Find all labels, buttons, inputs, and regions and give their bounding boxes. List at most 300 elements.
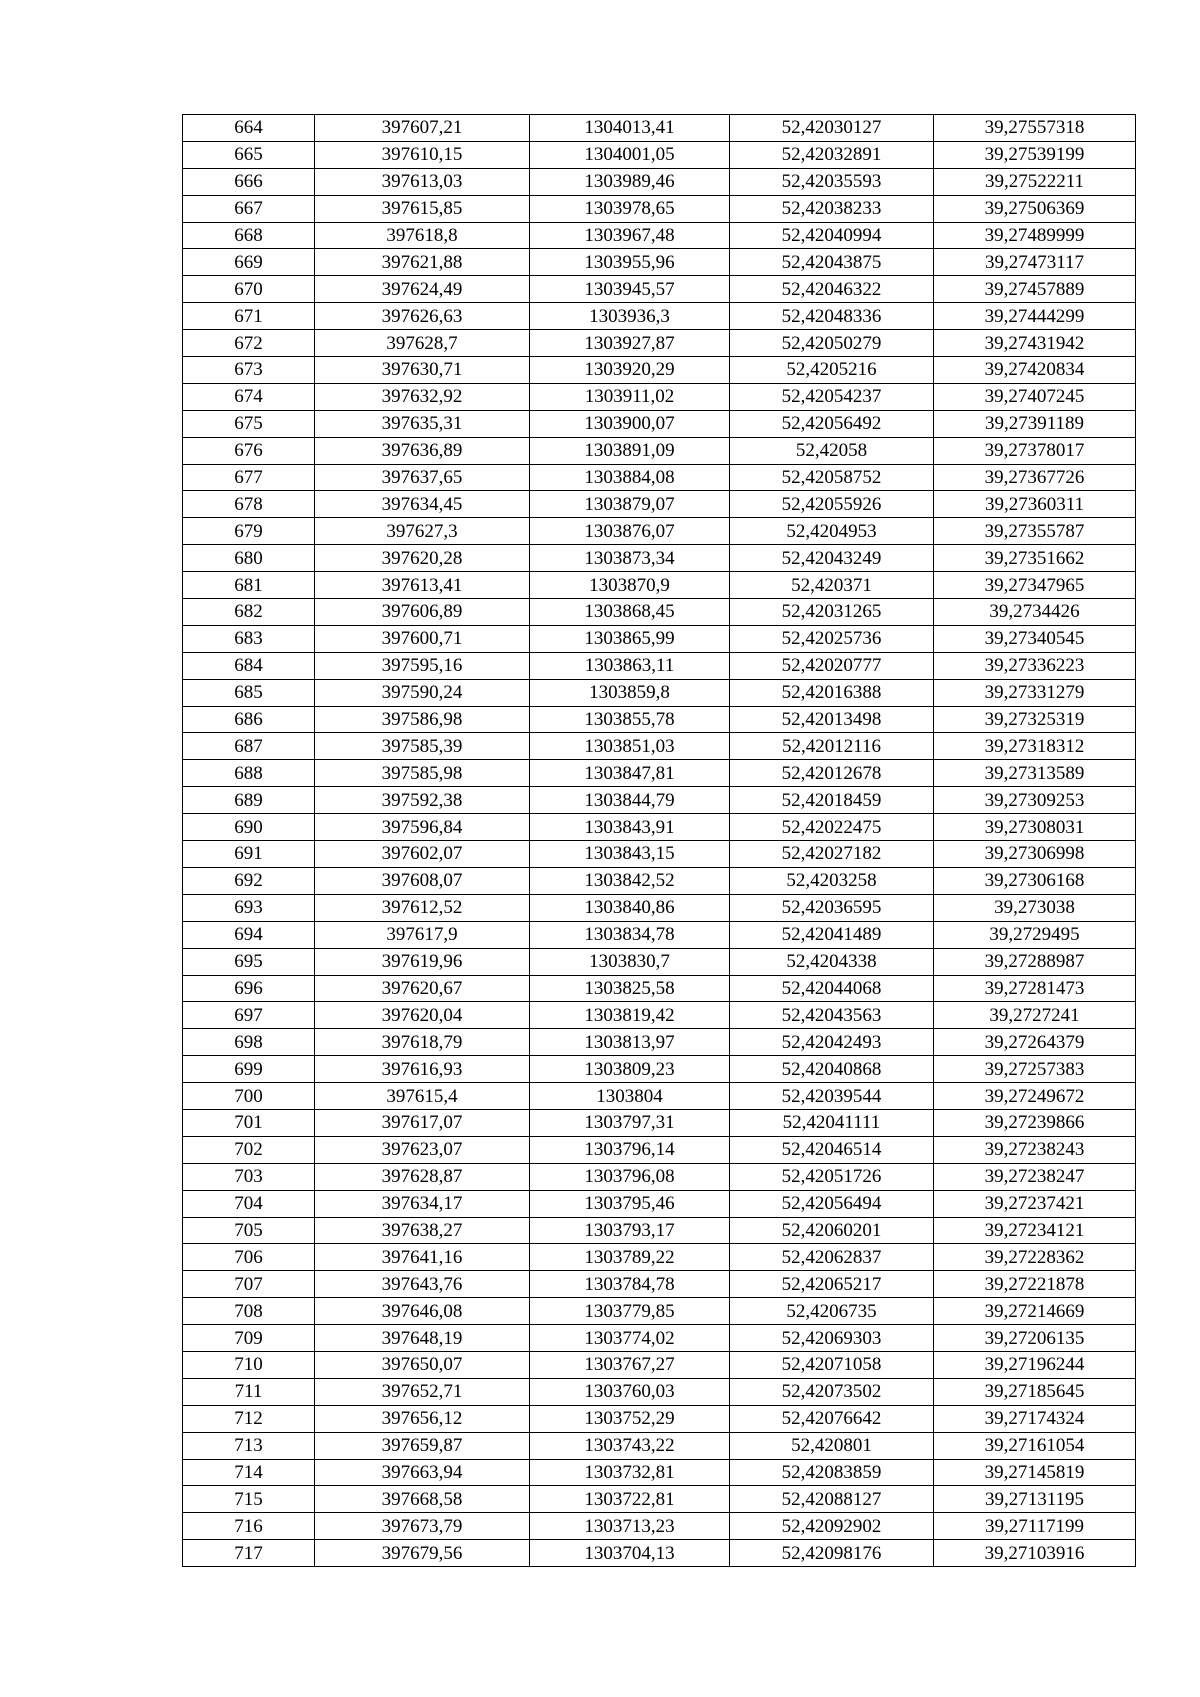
y-coordinate-cell: 1303842,52 xyxy=(530,867,730,894)
table-row xyxy=(183,921,1136,948)
table-row xyxy=(183,1002,1136,1029)
table-row xyxy=(183,948,1136,975)
y-coordinate-cell: 1303830,7 xyxy=(530,948,730,975)
longitude-cell: 39,27174324 xyxy=(934,1405,1136,1432)
table-row xyxy=(183,867,1136,894)
y-coordinate-cell: 1303863,11 xyxy=(530,652,730,679)
y-coordinate-cell: 1303743,22 xyxy=(530,1432,730,1459)
y-coordinate-cell: 1303955,96 xyxy=(530,249,730,276)
x-coordinate-cell: 397652,71 xyxy=(315,1378,530,1405)
table-row xyxy=(183,330,1136,357)
y-coordinate-cell: 1303844,79 xyxy=(530,787,730,814)
latitude-cell: 52,4204338 xyxy=(730,948,934,975)
longitude-cell: 39,27318312 xyxy=(934,733,1136,760)
longitude-cell: 39,27145819 xyxy=(934,1459,1136,1486)
table-row xyxy=(183,894,1136,921)
table-row xyxy=(183,679,1136,706)
x-coordinate-cell: 397595,16 xyxy=(315,652,530,679)
point-number-cell: 686 xyxy=(183,706,315,733)
table-row xyxy=(183,1244,1136,1271)
longitude-cell: 39,27457889 xyxy=(934,276,1136,303)
point-number-cell: 691 xyxy=(183,841,315,868)
latitude-cell: 52,42041489 xyxy=(730,921,934,948)
point-number-cell: 694 xyxy=(183,921,315,948)
table-row xyxy=(183,1540,1136,1567)
y-coordinate-cell: 1303865,99 xyxy=(530,625,730,652)
x-coordinate-cell: 397659,87 xyxy=(315,1432,530,1459)
longitude-cell: 39,27539199 xyxy=(934,141,1136,168)
longitude-cell: 39,27234121 xyxy=(934,1217,1136,1244)
longitude-cell: 39,27391189 xyxy=(934,410,1136,437)
table-row xyxy=(183,1163,1136,1190)
x-coordinate-cell: 397620,28 xyxy=(315,545,530,572)
table-row xyxy=(183,1432,1136,1459)
latitude-cell: 52,42076642 xyxy=(730,1405,934,1432)
point-number-cell: 696 xyxy=(183,975,315,1002)
x-coordinate-cell: 397626,63 xyxy=(315,303,530,330)
latitude-cell: 52,42016388 xyxy=(730,679,934,706)
point-number-cell: 683 xyxy=(183,625,315,652)
latitude-cell: 52,42048336 xyxy=(730,303,934,330)
coordinates-table xyxy=(182,114,1136,1567)
point-number-cell: 679 xyxy=(183,518,315,545)
latitude-cell: 52,42073502 xyxy=(730,1378,934,1405)
longitude-cell: 39,27336223 xyxy=(934,652,1136,679)
x-coordinate-cell: 397668,58 xyxy=(315,1486,530,1513)
latitude-cell: 52,420371 xyxy=(730,572,934,599)
longitude-cell: 39,27161054 xyxy=(934,1432,1136,1459)
longitude-cell: 39,27228362 xyxy=(934,1244,1136,1271)
y-coordinate-cell: 1303851,03 xyxy=(530,733,730,760)
y-coordinate-cell: 1303796,14 xyxy=(530,1136,730,1163)
point-number-cell: 671 xyxy=(183,303,315,330)
point-number-cell: 697 xyxy=(183,1002,315,1029)
latitude-cell: 52,42020777 xyxy=(730,652,934,679)
point-number-cell: 698 xyxy=(183,1029,315,1056)
table-row xyxy=(183,1083,1136,1110)
y-coordinate-cell: 1304013,41 xyxy=(530,115,730,142)
point-number-cell: 715 xyxy=(183,1486,315,1513)
point-number-cell: 666 xyxy=(183,168,315,195)
longitude-cell: 39,27196244 xyxy=(934,1351,1136,1378)
table-row xyxy=(183,1190,1136,1217)
longitude-cell: 39,27444299 xyxy=(934,303,1136,330)
point-number-cell: 711 xyxy=(183,1378,315,1405)
y-coordinate-cell: 1303847,81 xyxy=(530,760,730,787)
point-number-cell: 713 xyxy=(183,1432,315,1459)
x-coordinate-cell: 397617,9 xyxy=(315,921,530,948)
x-coordinate-cell: 397646,08 xyxy=(315,1298,530,1325)
x-coordinate-cell: 397585,98 xyxy=(315,760,530,787)
longitude-cell: 39,27131195 xyxy=(934,1486,1136,1513)
y-coordinate-cell: 1303784,78 xyxy=(530,1271,730,1298)
longitude-cell: 39,27288987 xyxy=(934,948,1136,975)
longitude-cell: 39,27313589 xyxy=(934,760,1136,787)
point-number-cell: 675 xyxy=(183,410,315,437)
longitude-cell: 39,27351662 xyxy=(934,545,1136,572)
point-number-cell: 706 xyxy=(183,1244,315,1271)
point-number-cell: 664 xyxy=(183,115,315,142)
y-coordinate-cell: 1303936,3 xyxy=(530,303,730,330)
latitude-cell: 52,420801 xyxy=(730,1432,934,1459)
point-number-cell: 717 xyxy=(183,1540,315,1567)
latitude-cell: 52,42046514 xyxy=(730,1136,934,1163)
y-coordinate-cell: 1303876,07 xyxy=(530,518,730,545)
latitude-cell: 52,42031265 xyxy=(730,599,934,626)
point-number-cell: 716 xyxy=(183,1513,315,1540)
x-coordinate-cell: 397656,12 xyxy=(315,1405,530,1432)
latitude-cell: 52,42038233 xyxy=(730,195,934,222)
x-coordinate-cell: 397621,88 xyxy=(315,249,530,276)
x-coordinate-cell: 397600,71 xyxy=(315,625,530,652)
x-coordinate-cell: 397650,07 xyxy=(315,1351,530,1378)
y-coordinate-cell: 1303911,02 xyxy=(530,383,730,410)
latitude-cell: 52,4205216 xyxy=(730,357,934,384)
table-row xyxy=(183,841,1136,868)
longitude-cell: 39,27557318 xyxy=(934,115,1136,142)
x-coordinate-cell: 397613,41 xyxy=(315,572,530,599)
y-coordinate-cell: 1303804 xyxy=(530,1083,730,1110)
latitude-cell: 52,42069303 xyxy=(730,1325,934,1352)
latitude-cell: 52,42055926 xyxy=(730,491,934,518)
longitude-cell: 39,27237421 xyxy=(934,1190,1136,1217)
latitude-cell: 52,42027182 xyxy=(730,841,934,868)
longitude-cell: 39,27378017 xyxy=(934,437,1136,464)
longitude-cell: 39,27103916 xyxy=(934,1540,1136,1567)
x-coordinate-cell: 397615,4 xyxy=(315,1083,530,1110)
table-row xyxy=(183,1298,1136,1325)
x-coordinate-cell: 397596,84 xyxy=(315,814,530,841)
latitude-cell: 52,42062837 xyxy=(730,1244,934,1271)
longitude-cell: 39,27306998 xyxy=(934,841,1136,868)
x-coordinate-cell: 397635,31 xyxy=(315,410,530,437)
latitude-cell: 52,4203258 xyxy=(730,867,934,894)
latitude-cell: 52,42039544 xyxy=(730,1083,934,1110)
point-number-cell: 682 xyxy=(183,599,315,626)
table-row xyxy=(183,1325,1136,1352)
y-coordinate-cell: 1303884,08 xyxy=(530,464,730,491)
longitude-cell: 39,27420834 xyxy=(934,357,1136,384)
latitude-cell: 52,42018459 xyxy=(730,787,934,814)
x-coordinate-cell: 397619,96 xyxy=(315,948,530,975)
x-coordinate-cell: 397648,19 xyxy=(315,1325,530,1352)
longitude-cell: 39,27117199 xyxy=(934,1513,1136,1540)
x-coordinate-cell: 397634,45 xyxy=(315,491,530,518)
longitude-cell: 39,27238247 xyxy=(934,1163,1136,1190)
point-number-cell: 689 xyxy=(183,787,315,814)
point-number-cell: 673 xyxy=(183,357,315,384)
y-coordinate-cell: 1303868,45 xyxy=(530,599,730,626)
x-coordinate-cell: 397607,21 xyxy=(315,115,530,142)
longitude-cell: 39,27238243 xyxy=(934,1136,1136,1163)
table-row xyxy=(183,410,1136,437)
latitude-cell: 52,42058752 xyxy=(730,464,934,491)
latitude-cell: 52,42051726 xyxy=(730,1163,934,1190)
x-coordinate-cell: 397620,04 xyxy=(315,1002,530,1029)
y-coordinate-cell: 1303859,8 xyxy=(530,679,730,706)
point-number-cell: 681 xyxy=(183,572,315,599)
table-row xyxy=(183,437,1136,464)
y-coordinate-cell: 1303900,07 xyxy=(530,410,730,437)
y-coordinate-cell: 1303752,29 xyxy=(530,1405,730,1432)
y-coordinate-cell: 1303797,31 xyxy=(530,1109,730,1136)
longitude-cell: 39,27355787 xyxy=(934,518,1136,545)
y-coordinate-cell: 1303819,42 xyxy=(530,1002,730,1029)
point-number-cell: 705 xyxy=(183,1217,315,1244)
latitude-cell: 52,42046322 xyxy=(730,276,934,303)
table-row xyxy=(183,195,1136,222)
point-number-cell: 710 xyxy=(183,1351,315,1378)
longitude-cell: 39,27306168 xyxy=(934,867,1136,894)
longitude-cell: 39,27239866 xyxy=(934,1109,1136,1136)
latitude-cell: 52,42092902 xyxy=(730,1513,934,1540)
point-number-cell: 699 xyxy=(183,1056,315,1083)
point-number-cell: 685 xyxy=(183,679,315,706)
longitude-cell: 39,2734426 xyxy=(934,599,1136,626)
y-coordinate-cell: 1303809,23 xyxy=(530,1056,730,1083)
longitude-cell: 39,27431942 xyxy=(934,330,1136,357)
y-coordinate-cell: 1303891,09 xyxy=(530,437,730,464)
y-coordinate-cell: 1303732,81 xyxy=(530,1459,730,1486)
longitude-cell: 39,27257383 xyxy=(934,1056,1136,1083)
latitude-cell: 52,42043249 xyxy=(730,545,934,572)
y-coordinate-cell: 1303767,27 xyxy=(530,1351,730,1378)
latitude-cell: 52,42022475 xyxy=(730,814,934,841)
latitude-cell: 52,42056494 xyxy=(730,1190,934,1217)
x-coordinate-cell: 397618,79 xyxy=(315,1029,530,1056)
point-number-cell: 667 xyxy=(183,195,315,222)
point-number-cell: 703 xyxy=(183,1163,315,1190)
latitude-cell: 52,42058 xyxy=(730,437,934,464)
latitude-cell: 52,42032891 xyxy=(730,141,934,168)
x-coordinate-cell: 397602,07 xyxy=(315,841,530,868)
point-number-cell: 665 xyxy=(183,141,315,168)
x-coordinate-cell: 397673,79 xyxy=(315,1513,530,1540)
x-coordinate-cell: 397610,15 xyxy=(315,141,530,168)
latitude-cell: 52,42088127 xyxy=(730,1486,934,1513)
table-row xyxy=(183,1513,1136,1540)
longitude-cell: 39,27206135 xyxy=(934,1325,1136,1352)
point-number-cell: 695 xyxy=(183,948,315,975)
x-coordinate-cell: 397616,93 xyxy=(315,1056,530,1083)
y-coordinate-cell: 1303840,86 xyxy=(530,894,730,921)
x-coordinate-cell: 397613,03 xyxy=(315,168,530,195)
coordinates-table-body xyxy=(183,115,1136,1567)
latitude-cell: 52,42041111 xyxy=(730,1109,934,1136)
point-number-cell: 684 xyxy=(183,652,315,679)
point-number-cell: 670 xyxy=(183,276,315,303)
x-coordinate-cell: 397624,49 xyxy=(315,276,530,303)
x-coordinate-cell: 397615,85 xyxy=(315,195,530,222)
x-coordinate-cell: 397637,65 xyxy=(315,464,530,491)
point-number-cell: 680 xyxy=(183,545,315,572)
x-coordinate-cell: 397628,87 xyxy=(315,1163,530,1190)
longitude-cell: 39,2729495 xyxy=(934,921,1136,948)
longitude-cell: 39,27214669 xyxy=(934,1298,1136,1325)
latitude-cell: 52,42035593 xyxy=(730,168,934,195)
latitude-cell: 52,42060201 xyxy=(730,1217,934,1244)
latitude-cell: 52,42013498 xyxy=(730,706,934,733)
x-coordinate-cell: 397628,7 xyxy=(315,330,530,357)
longitude-cell: 39,27331279 xyxy=(934,679,1136,706)
x-coordinate-cell: 397636,89 xyxy=(315,437,530,464)
point-number-cell: 704 xyxy=(183,1190,315,1217)
y-coordinate-cell: 1303722,81 xyxy=(530,1486,730,1513)
longitude-cell: 39,27506369 xyxy=(934,195,1136,222)
y-coordinate-cell: 1303834,78 xyxy=(530,921,730,948)
table-row xyxy=(183,141,1136,168)
y-coordinate-cell: 1303795,46 xyxy=(530,1190,730,1217)
x-coordinate-cell: 397590,24 xyxy=(315,679,530,706)
table-row xyxy=(183,1271,1136,1298)
longitude-cell: 39,27407245 xyxy=(934,383,1136,410)
x-coordinate-cell: 397623,07 xyxy=(315,1136,530,1163)
table-row xyxy=(183,1405,1136,1432)
longitude-cell: 39,27308031 xyxy=(934,814,1136,841)
longitude-cell: 39,27367726 xyxy=(934,464,1136,491)
table-row xyxy=(183,760,1136,787)
x-coordinate-cell: 397638,27 xyxy=(315,1217,530,1244)
longitude-cell: 39,27325319 xyxy=(934,706,1136,733)
y-coordinate-cell: 1303774,02 xyxy=(530,1325,730,1352)
x-coordinate-cell: 397586,98 xyxy=(315,706,530,733)
latitude-cell: 52,42056492 xyxy=(730,410,934,437)
table-row xyxy=(183,464,1136,491)
table-row xyxy=(183,572,1136,599)
table-row xyxy=(183,518,1136,545)
point-number-cell: 674 xyxy=(183,383,315,410)
latitude-cell: 52,42065217 xyxy=(730,1271,934,1298)
table-row xyxy=(183,357,1136,384)
latitude-cell: 52,42012116 xyxy=(730,733,934,760)
longitude-cell: 39,27185645 xyxy=(934,1378,1136,1405)
longitude-cell: 39,27281473 xyxy=(934,975,1136,1002)
point-number-cell: 669 xyxy=(183,249,315,276)
longitude-cell: 39,27309253 xyxy=(934,787,1136,814)
latitude-cell: 52,42012678 xyxy=(730,760,934,787)
point-number-cell: 709 xyxy=(183,1325,315,1352)
table-row xyxy=(183,249,1136,276)
table-row xyxy=(183,276,1136,303)
point-number-cell: 702 xyxy=(183,1136,315,1163)
longitude-cell: 39,27473117 xyxy=(934,249,1136,276)
y-coordinate-cell: 1303843,91 xyxy=(530,814,730,841)
latitude-cell: 52,4206735 xyxy=(730,1298,934,1325)
latitude-cell: 52,42036595 xyxy=(730,894,934,921)
table-row xyxy=(183,303,1136,330)
x-coordinate-cell: 397606,89 xyxy=(315,599,530,626)
table-row xyxy=(183,787,1136,814)
latitude-cell: 52,42043563 xyxy=(730,1002,934,1029)
table-row xyxy=(183,168,1136,195)
latitude-cell: 52,42025736 xyxy=(730,625,934,652)
latitude-cell: 52,42083859 xyxy=(730,1459,934,1486)
y-coordinate-cell: 1303793,17 xyxy=(530,1217,730,1244)
point-number-cell: 672 xyxy=(183,330,315,357)
table-row xyxy=(183,706,1136,733)
point-number-cell: 678 xyxy=(183,491,315,518)
latitude-cell: 52,42050279 xyxy=(730,330,934,357)
table-row xyxy=(183,545,1136,572)
longitude-cell: 39,27347965 xyxy=(934,572,1136,599)
longitude-cell: 39,27489999 xyxy=(934,222,1136,249)
x-coordinate-cell: 397617,07 xyxy=(315,1109,530,1136)
y-coordinate-cell: 1303967,48 xyxy=(530,222,730,249)
table-row xyxy=(183,1029,1136,1056)
longitude-cell: 39,2727241 xyxy=(934,1002,1136,1029)
point-number-cell: 676 xyxy=(183,437,315,464)
point-number-cell: 677 xyxy=(183,464,315,491)
longitude-cell: 39,27340545 xyxy=(934,625,1136,652)
y-coordinate-cell: 1303704,13 xyxy=(530,1540,730,1567)
table-row xyxy=(183,1459,1136,1486)
table-row xyxy=(183,733,1136,760)
y-coordinate-cell: 1303825,58 xyxy=(530,975,730,1002)
longitude-cell: 39,27360311 xyxy=(934,491,1136,518)
x-coordinate-cell: 397608,07 xyxy=(315,867,530,894)
latitude-cell: 52,42030127 xyxy=(730,115,934,142)
latitude-cell: 52,42071058 xyxy=(730,1351,934,1378)
longitude-cell: 39,27221878 xyxy=(934,1271,1136,1298)
latitude-cell: 52,42098176 xyxy=(730,1540,934,1567)
x-coordinate-cell: 397618,8 xyxy=(315,222,530,249)
table-row xyxy=(183,1378,1136,1405)
x-coordinate-cell: 397632,92 xyxy=(315,383,530,410)
x-coordinate-cell: 397627,3 xyxy=(315,518,530,545)
table-row xyxy=(183,1217,1136,1244)
table-row xyxy=(183,1109,1136,1136)
y-coordinate-cell: 1303760,03 xyxy=(530,1378,730,1405)
x-coordinate-cell: 397612,52 xyxy=(315,894,530,921)
latitude-cell: 52,42040994 xyxy=(730,222,934,249)
point-number-cell: 668 xyxy=(183,222,315,249)
longitude-cell: 39,27522211 xyxy=(934,168,1136,195)
table-row xyxy=(183,625,1136,652)
y-coordinate-cell: 1303813,97 xyxy=(530,1029,730,1056)
table-row xyxy=(183,115,1136,142)
table-row xyxy=(183,652,1136,679)
point-number-cell: 701 xyxy=(183,1109,315,1136)
y-coordinate-cell: 1303879,07 xyxy=(530,491,730,518)
y-coordinate-cell: 1303870,9 xyxy=(530,572,730,599)
table-row xyxy=(183,975,1136,1002)
y-coordinate-cell: 1303779,85 xyxy=(530,1298,730,1325)
y-coordinate-cell: 1303978,65 xyxy=(530,195,730,222)
table-row xyxy=(183,1351,1136,1378)
x-coordinate-cell: 397630,71 xyxy=(315,357,530,384)
y-coordinate-cell: 1303855,78 xyxy=(530,706,730,733)
point-number-cell: 690 xyxy=(183,814,315,841)
x-coordinate-cell: 397634,17 xyxy=(315,1190,530,1217)
point-number-cell: 708 xyxy=(183,1298,315,1325)
y-coordinate-cell: 1303789,22 xyxy=(530,1244,730,1271)
y-coordinate-cell: 1303989,46 xyxy=(530,168,730,195)
latitude-cell: 52,42044068 xyxy=(730,975,934,1002)
point-number-cell: 688 xyxy=(183,760,315,787)
y-coordinate-cell: 1304001,05 xyxy=(530,141,730,168)
x-coordinate-cell: 397643,76 xyxy=(315,1271,530,1298)
table-row xyxy=(183,383,1136,410)
point-number-cell: 693 xyxy=(183,894,315,921)
y-coordinate-cell: 1303796,08 xyxy=(530,1163,730,1190)
point-number-cell: 714 xyxy=(183,1459,315,1486)
table-row xyxy=(183,491,1136,518)
table-row xyxy=(183,222,1136,249)
longitude-cell: 39,27264379 xyxy=(934,1029,1136,1056)
y-coordinate-cell: 1303927,87 xyxy=(530,330,730,357)
latitude-cell: 52,42043875 xyxy=(730,249,934,276)
latitude-cell: 52,42042493 xyxy=(730,1029,934,1056)
